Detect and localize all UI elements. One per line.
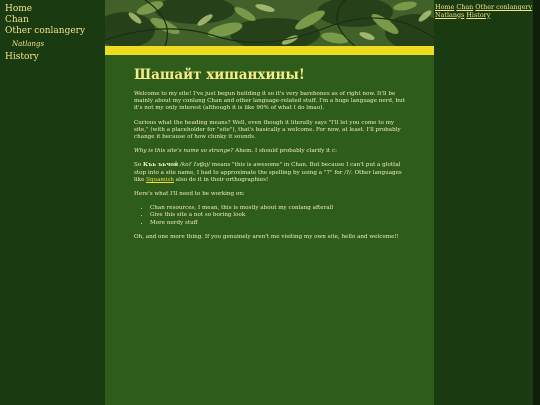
- todo-list: [134, 205, 409, 227]
- ipa-glottal-stop: /ʔ/: [344, 169, 352, 176]
- top-link-home[interactable]: Home: [435, 3, 455, 11]
- top-nav-links: [435, 4, 539, 19]
- site-name-explanation-paragraph: [134, 162, 409, 184]
- list-item: • Chan resources, I mean, this is mostly about my conlang afterall: [150, 205, 409, 212]
- squamish-link[interactable]: Squamish: [146, 176, 174, 183]
- sidebar-item-other-conlangery[interactable]: Other conlangery: [5, 26, 86, 36]
- foliage-illustration: [105, 0, 434, 46]
- left-sidebar: [0, 0, 105, 405]
- main-column: [105, 0, 434, 405]
- site-name-question-rest: Ahem. I should probably clarify it c:: [233, 148, 337, 155]
- text-span: So: [134, 162, 143, 169]
- sidebar-item-history[interactable]: History: [5, 52, 39, 62]
- heading-explanation-paragraph: Curious what the heading means? Well, even though it literally says "I'll let you come to my site," (with a placeholder for "site"), that's basically a welcome. For now, at least. I'll probably change it because of how clunky it sounds.: [134, 119, 401, 141]
- right-edge-strip: [533, 0, 540, 405]
- todo-intro: Here's what I'll need to be working on:: [134, 191, 245, 198]
- sidebar-item-home[interactable]: Home: [5, 4, 33, 14]
- intro-paragraph: Welcome to my site! I've just begun building it so it's very barebones as of right now. It'll be mainly about my conlang Chan and other language-related stuff. I'm a huge language nerd, but it's not my only interest (although it is like 90% of what I do lmao).: [134, 91, 405, 112]
- list-item: • Give this site a not so boring look: [150, 212, 409, 219]
- sidebar-item-chan[interactable]: Chan: [5, 15, 29, 25]
- ipa-transcription: /koʔ ʔəʧoj/: [179, 162, 211, 169]
- chan-phrase: Къь ъьчой: [142, 162, 179, 169]
- page-title: Шашайт хишанхины!: [134, 67, 305, 83]
- top-link-history[interactable]: History: [466, 10, 491, 19]
- sidebar-item-natlangs[interactable]: Natlangs: [12, 40, 45, 48]
- top-link-chan[interactable]: Chan: [456, 3, 474, 11]
- text-span: means "this is awesome" in Chan. But because I can't put a glottal stop into a site name, I had to approximate the spelling by using a "7" for: [134, 162, 401, 176]
- text-span: also do it in their orthographies!: [173, 176, 269, 183]
- site-name-question: Why is this site's name so strange?: [134, 148, 234, 155]
- right-column: [434, 0, 540, 405]
- banner-stripe: [105, 46, 434, 55]
- list-item: • More nerdy stuff: [150, 220, 409, 227]
- site-name-question-paragraph: [134, 148, 409, 155]
- text-span: . Other languages like: [134, 169, 402, 183]
- top-link-natlangs[interactable]: Natlangs: [435, 10, 465, 19]
- main-content: [134, 67, 409, 248]
- closing-paragraph: Oh, and one more thing. If you genuinely aren't me visiting my own site, hello and welcome!!: [134, 233, 399, 240]
- top-link-other-conlangery[interactable]: Other conlangery: [475, 3, 533, 11]
- banner-image: [105, 0, 434, 46]
